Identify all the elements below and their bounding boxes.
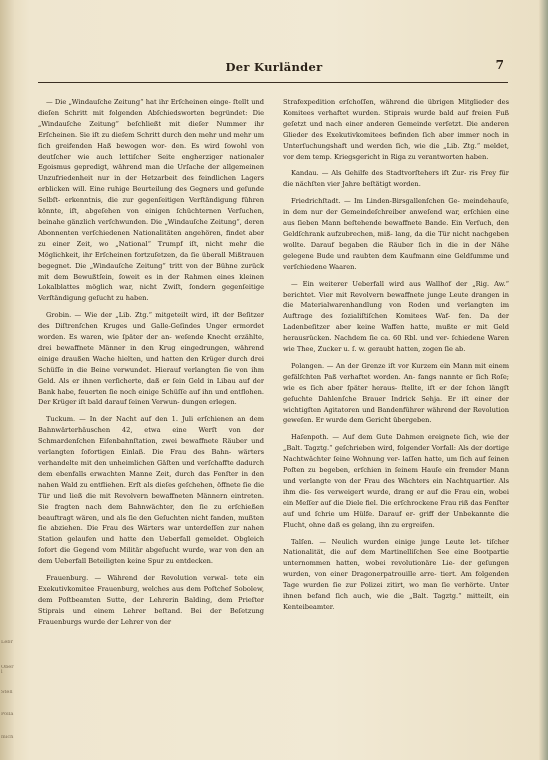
article-paragraph: Grobin. — Wie der „Lib. Ztg.“ mitgeteilt wird, iſt der Beſitzer des Diſtrenſchen Kruges und Galle-Geſindes Unger ermordet worden. Es waren, wie ſpäter der an- weſende Knecht erzählte, drei bewaffnete Männer in den Krug eingedrungen, während einige draußen Wache hielten, und hatten den Krüger durch drei Schüſſe in die Beine verwundet. Hierauf verlangten ſie von ihm Geld. Als er ihnen verſicherte, daß er ſein Geld in Libau auf der Bank habe, feuerten ſie noch einige Schüſſe auf ihn und entflohen. Der Krüger iſt bald darauf ſeinen Verwun- dungen erlegen. (38, 311, 264, 407)
article-paragraph: — Ein weiterer Ueberfall wird aus Wallhof der „Rig. Aw.“ berichtet. Vier mit Revolvern bewaffnete junge Leute drangen in die Materialwarenhandlung von Roden und verlangten im Auftrage des ſozialiſtiſchen Komitees Waf- fen. Da der Ladenbeſitzer aber keine Waffen hatte, mußte er mit Geld herausrücken. Nachdem ſie ca. 60 Rbl. und ver- ſchiedene Waren wie Thee, Zucker u. ſ. w. geraubt hatten, zogen ſie ab. (283, 279, 509, 354)
article-paragraph: Frauenburg. — Während der Revolution verwal- tete ein Exekutivkomitee Frauenburg, welches aus dem Poſtchef Sobolew, dem Poſtbeamten Sutte, der Lehrerin Balding, dem Prieſter Stiprais und einem Lehrer beſtand. Bei der Beſetzung Frauenburgs wurde der Lehrer von der (38, 574, 264, 626)
header-rule (38, 82, 508, 83)
left-column (38, 97, 264, 752)
article-paragraph: Kandau. — Als Gehilfe des Stadtvorſtehers iſt Zur- ris Frey für die nächſten vier Jahre beſtätigt worden. (283, 169, 509, 189)
article-paragraph: Friedrichſtadt. — Im Linden-Birsgallenſchen Ge- meindehauſe, in dem nur der Gemeindeſchreiber anweſend war, erſchien eine aus ſieben Mann beſtehende bewaffnete Bande. Ein Verſuch, den Geldſchrank aufzubrechen, miß- lang, da die Tür nicht nachgeben wollte. Darauf begaben die Räuber ſich in die in der Nähe gelegene Bude und raubten dem Kaufmann eine Geldſumme und verſchiedene Waaren. (283, 197, 509, 271)
page-edge (539, 0, 548, 760)
article-paragraph: Talſen. — Neulich wurden einige junge Leute let- tiſcher Nationalität, die auf dem Martinelliſchen See eine Bootpartie unternommen hatten, wobei revolutionäre Lie- der geſungen wurden, von einer Dragonerpatrouille arre- tiert. Am folgenden Tage wurden ſie zur Polizei zitirt, wo man ſie verhörte. Unter ihnen befand ſich auch, wie die „Balt. Tagztg.“ mitteilt, ein Kenteibeamter. (283, 537, 509, 611)
margin-note: Oberl (1, 665, 14, 675)
binding-edge (0, 0, 14, 760)
article-paragraph: Tuckum. — In der Nacht auf den 1. Juli erſchienen an dem Bahnwärterhäuschen 42, etwa eine Werſt von der Schmardenſchen Eiſenbahnſtation, zwei bewaffnete Räuber und verlangten ſofortigen Einlaß. Die Frau des Bahn- wärters verhandelte mit den unheimlichen Gäſten und verſchaffte dadurch dem ebenfalls erwachten Manne Zeit, durch das Fenſter in den nahen Wald zu entfliehen. Erſt als dieſes geſchehen, öffnete ſie die Tür und ließ die mit Revolvern bewaffneten Männern eintreten. Sie fragten nach dem Bahnwächter, den ſie zu erſchießen beauftragt wären, und als ſie den Geſuchten nicht fanden, mußten ſie abziehen. Die Frau des Wärters war unterdeſſen zur nahen Station gelaufen und hatte den Ueberfall gemeldet. Obgleich ſofort die Gegend vom Militär abgeſucht wurde, war von den an dem Ueberfall Beteiligten keine Spur zu entdecken. (38, 415, 264, 566)
page-header (30, 58, 518, 80)
margin-note: Lebr (1, 640, 13, 645)
article-paragraph: Haſenpoth. — Auf dem Gute Dahmen ereignete ſich, wie der „Balt. Tagztg.“ geſchrieben wird, folgender Vorfall: Als der dortige Nachtwächter ſeine Wohnung ver- laſſen hatte, um ſich auf ſeinen Poſten zu begeben, erſchien in ſeinem Hauſe ein fremder Mann und verlangte von der Frau des Wächters ein Nachtquartier. Als ihm die- ſes verweigert wurde, drang er auf die Frau ein, wobei ein Meſſer auf die Diele fiel. Die erſchrockene Frau riß das Fenſter auf und ſchrie um Hülfe. Darauf er- griff der Unbekannte die Flucht, ohne daß es gelang, ihn zu ergreifen. (283, 433, 509, 529)
margin-note: Polla (1, 712, 14, 717)
page-number: 7 (495, 58, 504, 72)
page-title: Der Kurländer (225, 60, 323, 74)
margin-note: mich (1, 735, 14, 740)
margin-note: Stell (1, 690, 13, 695)
article-paragraph: Polangen. — An der Grenze iſt vor Kurzem ein Mann mit einem gefälſchten Paß verhaftet worden. An- fangs nannte er ſich Roſe; wie es ſich aber ſpäter heraus- ſtellte, iſt er der ſchon längſt geſuchte Dahlenſche Brauer Indrick Sehja. Er iſt einer der wichtigſten Agitatoren und Bandenführer während der Revolution geweſen. Er wurde dem Gericht übergeben. (283, 361, 509, 425)
right-column (283, 97, 509, 752)
article-paragraph: Strafexpedition erſchoſſen, während die übrigen Mitglieder des Komitees verhaftet wurden. Stiprais wurde bald auf freien Fuß geſetzt und nach einer anderen Gemeinde verſetzt. Die anderen Glieder des Exekutivkomitees befinden ſich aber immer noch in Unterſuchungshaft und werden ſich, wie die „Lib. Ztg.“ meldet, vor dem temp. Kriegsgericht in Riga zu verantworten haben. (283, 98, 509, 161)
article-paragraph: — Die „Windauſche Zeitung“ hat ihr Erſcheinen einge- ſtellt und dieſen Schritt mit folgenden Abſchiedsworten begründet: Die „Windauſche Zeitung“ beſchließt mit dieſer Nummer ihr Erſcheinen. Sie iſt zu dieſem Schritt durch den mehr und mehr um ſich greifenden Haß bewogen wor- den. Es wird ſowohl von deutſcher wie auch lettiſcher Seite engherziger nationaler Egoismus gepredigt, während man die Urſache der allgemeinen Unzufriedenheit nur in der Hetzarbeit des feindlichen Lagers erblicken will. Eine ruhige Beurteilung des Gegners und geſunde Selbſt- erkenntnis, die zur gegenſeitigen Verſtändigung führen könnte, iſt, abgeſehen von einigen ſchüchternen Verſuchen, beinahe gänzlich verſchwunden. Die „Windauſche Zeitung“, deren Abonnenten verſchiedenen Nationalitäten angehören, findet aber zu einer Zeit, wo „National“ Trumpf iſt, nicht mehr die Möglichkeit, ihr Erſcheinen fortzuſetzen, da ſie überall Mißtrauen begegnet. Die „Windauſche Zeitung“ tritt von der Bühne zurück mit dem Bewußtſein, ſoweit es in der Rahmen eines kleinen Lokalblattes möglich war, nicht Zwiſt, ſondern gegenſeitige Verſtändigung geſucht zu haben. (38, 98, 264, 303)
